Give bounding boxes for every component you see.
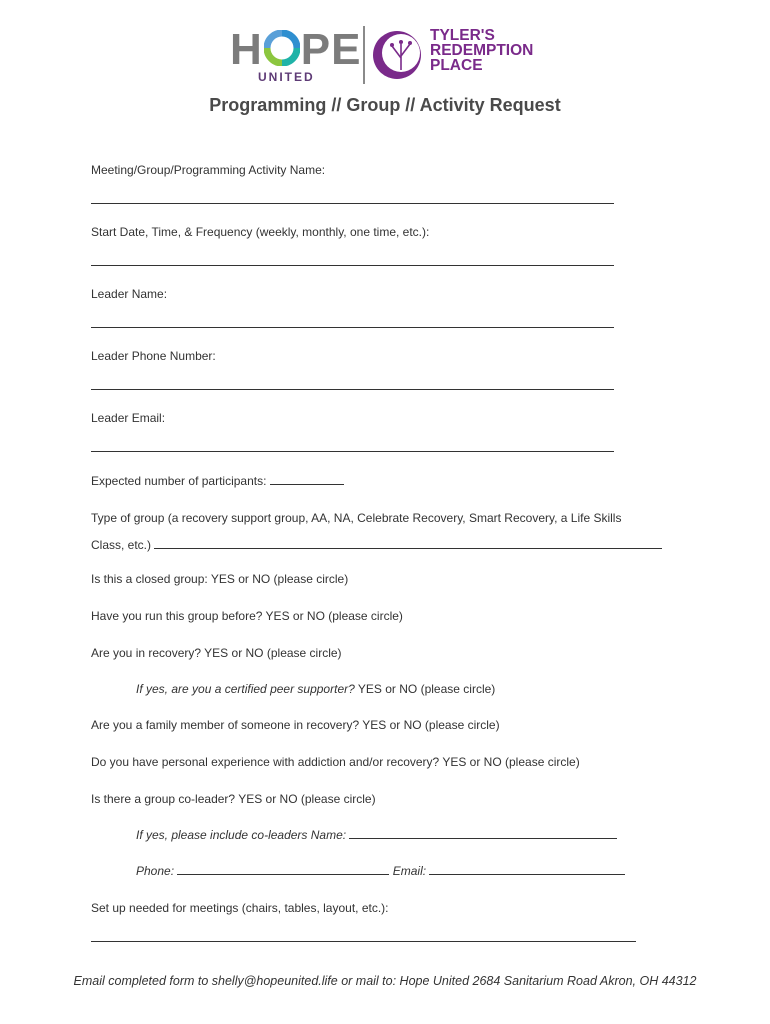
hope-o-ring-icon bbox=[264, 30, 300, 66]
tyler-line-2: REDEMPTION bbox=[430, 42, 534, 59]
leader-phone-line[interactable] bbox=[91, 389, 614, 390]
personal-experience-question: Do you have personal experience with addiction and/or recovery? YES or NO (please circle) bbox=[91, 755, 580, 769]
setup-needed-label: Set up needed for meetings (chairs, tables, layout, etc.): bbox=[91, 901, 389, 915]
start-date-line[interactable] bbox=[91, 265, 614, 266]
page-title: Programming // Group // Activity Request bbox=[209, 95, 561, 115]
leader-email-label: Leader Email: bbox=[91, 411, 166, 425]
hope-united-logo bbox=[230, 25, 362, 74]
expected-participants-label: Expected number of participants: bbox=[91, 474, 267, 488]
co-leader-question: Is there a group co-leader? YES or NO (please circle) bbox=[91, 792, 376, 806]
hope-logo-h: H bbox=[230, 25, 263, 74]
co-leader-name-row bbox=[136, 828, 617, 842]
tyler-tree-emblem-icon bbox=[370, 26, 424, 84]
co-leader-email-label: Email: bbox=[392, 864, 427, 878]
hope-logo-pe: PE bbox=[300, 25, 362, 74]
certified-peer-question: If yes, are you a certified peer supporter? bbox=[136, 682, 355, 696]
united-label: UNITED bbox=[258, 70, 315, 84]
footer-instructions: Email completed form to shelly@hopeunited.life or mail to: Hope United 2684 Sanitarium Road Akron, OH 44312 bbox=[73, 974, 697, 988]
type-of-group-row-2 bbox=[91, 538, 662, 552]
co-leader-contact-row bbox=[136, 864, 625, 878]
type-of-group-line[interactable] bbox=[154, 538, 662, 549]
leader-name-label: Leader Name: bbox=[91, 287, 168, 301]
family-member-question: Are you a family member of someone in recovery? YES or NO (please circle) bbox=[91, 718, 500, 732]
tyler-line-3: PLACE bbox=[430, 57, 483, 74]
co-leader-phone-label: Phone: bbox=[136, 864, 175, 878]
tylers-redemption-place-logo bbox=[430, 28, 533, 73]
co-leader-name-label: If yes, please include co-leaders Name: bbox=[136, 828, 347, 842]
expected-participants-line[interactable] bbox=[270, 474, 344, 485]
co-leader-name-line[interactable] bbox=[349, 828, 617, 839]
type-of-group-label-2: Class, etc.) bbox=[91, 538, 152, 552]
leader-email-line[interactable] bbox=[91, 451, 614, 452]
type-of-group-label-1: Type of group (a recovery support group, AA, NA, Celebrate Recovery, Smart Recovery, a Life Skills bbox=[91, 511, 622, 525]
logo-divider bbox=[363, 26, 365, 84]
activity-name-label: Meeting/Group/Programming Activity Name: bbox=[91, 163, 326, 177]
co-leader-email-line[interactable] bbox=[429, 864, 625, 875]
start-date-label: Start Date, Time, & Frequency (weekly, monthly, one time, etc.): bbox=[91, 225, 430, 239]
run-before-question: Have you run this group before? YES or NO (please circle) bbox=[91, 609, 403, 623]
tyler-line-1: TYLER'S bbox=[430, 27, 495, 44]
activity-name-line[interactable] bbox=[91, 203, 614, 204]
in-recovery-question: Are you in recovery? YES or NO (please circle) bbox=[91, 646, 342, 660]
certified-peer-options: YES or NO (please circle) bbox=[354, 682, 496, 696]
certified-peer-row bbox=[136, 682, 495, 696]
expected-participants-row bbox=[91, 474, 344, 488]
setup-needed-line[interactable] bbox=[91, 941, 636, 942]
leader-name-line[interactable] bbox=[91, 327, 614, 328]
co-leader-phone-line[interactable] bbox=[177, 864, 389, 875]
header-logos bbox=[230, 22, 550, 88]
leader-phone-label: Leader Phone Number: bbox=[91, 349, 216, 363]
closed-group-question: Is this a closed group: YES or NO (please circle) bbox=[91, 572, 349, 586]
